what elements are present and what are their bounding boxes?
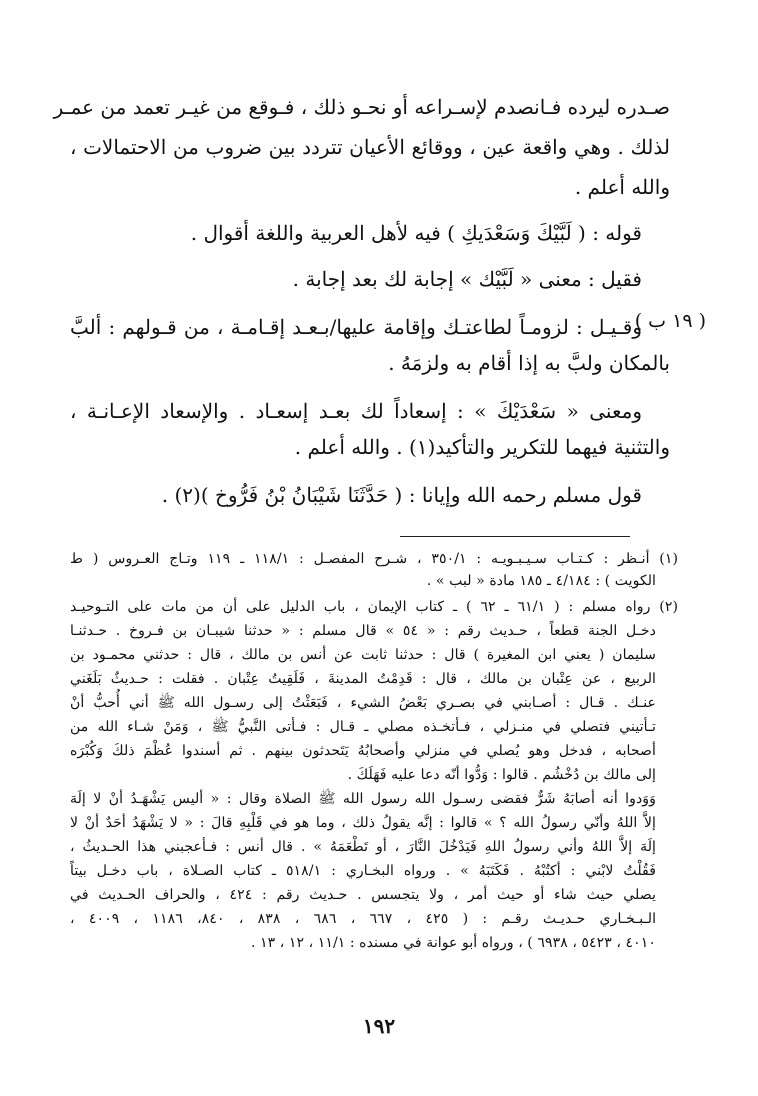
footnote-line: تـأتيني فتصلي في منـزلي ، فـأتخـذه مصلي ـ قـال : فـأتى النَّبيُّ ﷺ ، وَمَنْ شـاء الله من [70, 719, 656, 735]
footnote-line: (١) أنـظر : كـتـاب سـيـبـويـه : ٣٥٠/١ ، شـرح المفصـل : ١١٨/١ ـ ١١٩ وتـاج العـروس ( ط [70, 551, 678, 567]
main-text-line: فقيل : معنى « لَبَّيْك » إجابة لك بعد إجابة . [292, 267, 642, 291]
main-text-line: صـدره ليرده فـانصدم لإسـراعه أو نحـو ذلك ، فـوقع من غيـر تعمد من عمـر [53, 95, 670, 119]
footnote-line: ٤٠١٠ ، ٥٤٢٣ ، ٦٩٣٨ ) ، ورواه أبو عوانة في مسنده : ١١/١ ، ١٢ ، ١٣ . [250, 935, 656, 951]
main-text-line: قوله : ( لَبَّيْكَ وَسَعْدَيكِ ) فيه لأهل العربية واللغة أقوال . [190, 221, 642, 245]
main-text-line: لذلك . وهي واقعة عين ، ووقائع الأعيان تتردد بين ضروب من الاحتمالات ، [70, 135, 670, 159]
footnote-line: (٢) رواه مسلم : ( ٦١/١ ـ ٦٢ ) ـ كتاب الإيمان ، باب الدليل على أن من مات على التـوحيـد [70, 599, 678, 615]
footnote-line: الربيع ، عن عِتْبان بن مالك ، قال : قَدِمْتُ المدينةَ ، فَلَقِيتُ عِتْبان . فقلت : حـديثٌ بَلَغَني [70, 671, 656, 687]
footnote-line: أصحابه ، فدخل وهو يُصلي في منزلي وأصحابُهُ يَتَحدثون بينهم . ثم أسندوا عُظْمَ ذلكَ وَكُبْرَه [70, 743, 656, 759]
footnote-line: وَوَدوا أنه أصابَهُ شَرٌّ فقضى رسـول الله رسول الله ﷺ الصلاة وقال : « أليس يَشْهَـدُ أنْ لا إلَهَ [70, 791, 656, 807]
footnote-line: إلى مالك بن دُخْشُم . قالوا : وَدُّوا أنّه دعا عليه فَهَلَكَ . [347, 767, 656, 783]
footnote-line: فَقُلْتُ لابْني : أكتُبْهُ . فَكَتَبَهُ » . ورواه البخـاري : ٥١٨/١ ـ كتاب الصـلاة ، باب دخـل بيتاً [70, 863, 656, 879]
main-text-line: ومعنى « سَعْدَيْكَ » : إسعاداً لك بعـد إسعـاد . والإسعاد الإعـانـة ، [70, 399, 642, 423]
main-text-line: والله أعلم . [574, 175, 670, 199]
footnote-separator [400, 536, 630, 537]
main-text-line: قول مسلم رحمه الله وإيانا : ( حَدَّثَنَا شَيْبَانُ بْنُ فَرُّوخ )(٢) . [161, 483, 642, 507]
page-number: ١٩٢ [362, 1014, 396, 1038]
footnote-line: سليمان ( يعني ابن المغيرة ) قال : حدثنا ثابت عن أنس بن مالك ، قال : حدثني محمـود بن [70, 647, 656, 663]
folio-marginal-note: ( ١٩ ب ) [634, 310, 706, 332]
main-text-line: وقـيـل : لزومـاً لطاعتـك وإقامة عليها/بـعـد إقـامـة ، من قـولهم : ألبَّ [70, 315, 642, 339]
main-text-line: والتثنية فيهما للتكرير والتأكيد(١) . والله أعلم . [294, 435, 670, 459]
footnote-line: دخـل الجنة قطعاً ، حـديث رقم : « ٥٤ » قال مسلم : « حدثنا شيبـان بن فـروخ . حـدثنـا [70, 623, 656, 639]
footnote-line: عنـك . قـال : أصـابني في بصـري بَعْضُ الشيء ، فَبَعَثْتُ إلى رسـول الله ﷺ أني أُحبُّ أنْ [70, 695, 656, 711]
footnote-line: إلَهَ إلاَّ اللهُ وأني رسولُ اللهِ فَيَدْخُلَ النَّارَ ، أو تَطْعَمَهُ » . قال أنس : فـأعجبني هذا الحـديثُ ، [70, 839, 656, 855]
footnote-line: الكويت ) : ٤/١٨٤ ـ ١٨٥ مادة « لبب » . [426, 573, 656, 589]
footnote-line: يصلي حيث شاء أو حيث أمر ، ولا يتجسس . حـديث رقم : ٤٢٤ ، والحراف الحـديث في [70, 887, 656, 903]
main-text-line: بالمكان ولبَّ به إذا أقام به ولزمَهُ . [388, 351, 670, 375]
footnote-line: إلاَّ اللهُ وأنّي رسولُ الله ؟ » قالوا : إنَّه يقولُ ذلك ، وما هو في قَلْبِهِ قالَ : « لا يَشْهَدُ أحَدٌ أنْ لا [70, 815, 656, 831]
footnote-line: الـبـخـاري حـديـث رقـم : ( ٤٢٥ ، ٦٦٧ ، ٦٨٦ ، ٨٣٨ ، ٨٤٠، ١١٨٦ ، ٤٠٠٩ ، [70, 911, 657, 927]
